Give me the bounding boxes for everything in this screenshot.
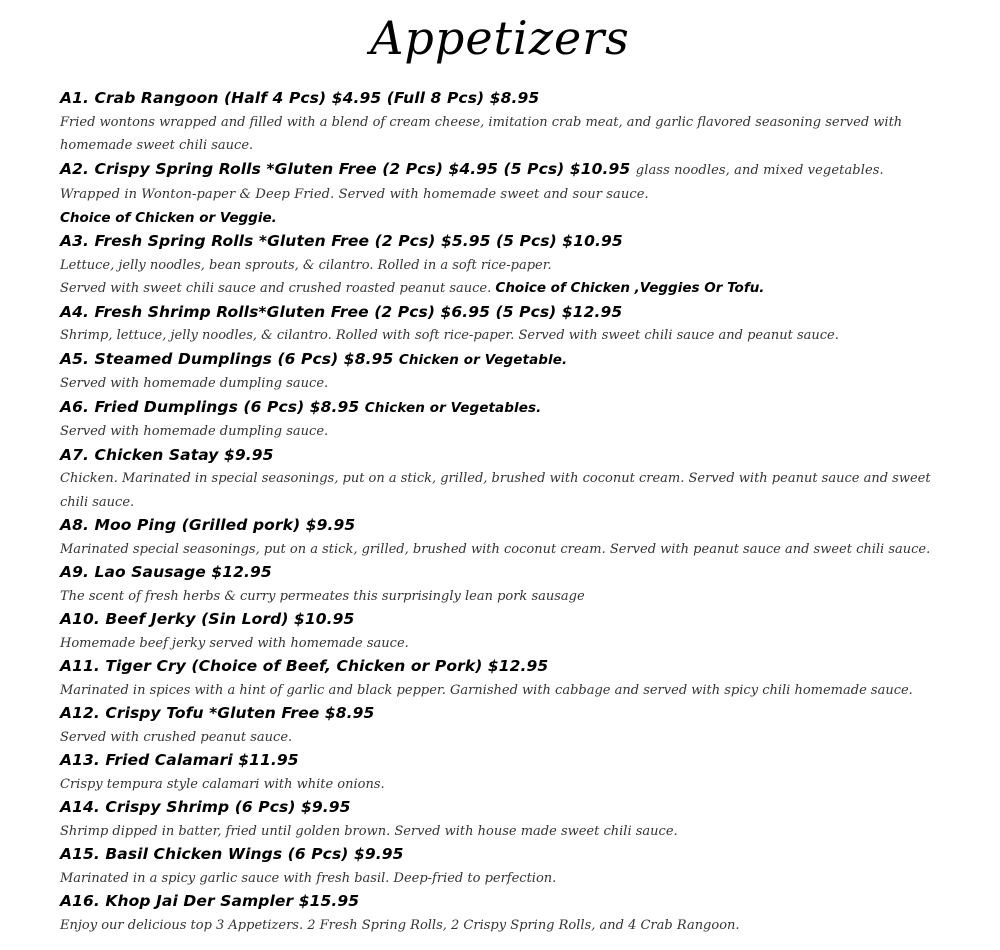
menu-item — [60, 561, 945, 608]
item-heading: A13. Fried Calamari $11.95 — [60, 751, 299, 769]
item-description: Marinated special seasonings, put on a stick, grilled, brushed with coconut cream. Served with peanut sauce and sweet chili sauce. — [60, 541, 931, 557]
item-choice: Choice of Chicken ,Veggies Or Tofu. — [495, 280, 765, 296]
menu-item — [60, 230, 945, 301]
appetizer-menu — [60, 87, 945, 937]
item-description: Enjoy our delicious top 3 Appetizers. 2 Fresh Spring Rolls, 2 Crispy Spring Rolls, and 4 Crab Rangoon. — [60, 917, 740, 933]
item-description: Lettuce, jelly noodles, bean sprouts, & cilantro. Rolled in a soft rice-paper. — [60, 257, 552, 273]
item-description: Served with crushed peanut sauce. — [60, 729, 293, 745]
item-description: Served with homemade dumpling sauce. — [60, 424, 329, 439]
menu-item — [60, 749, 945, 796]
item-description: glass noodles, and mixed vegetables. Wrapped in Wonton-paper & Deep Fried. Served with homemade sweet and sour sauce. — [60, 162, 884, 202]
item-choice: Chicken or Vegetables. — [364, 399, 542, 416]
item-choice: Chicken or Vegetable. — [398, 351, 568, 368]
menu-item — [60, 655, 945, 702]
item-description: Marinated in a spicy garlic sauce with fresh basil. Deep-fried to perfection. — [60, 870, 557, 886]
item-choice: Choice of Chicken or Veggie. — [60, 209, 277, 226]
item-description: The scent of fresh herbs & curry permeates this surprisingly lean pork sausage — [60, 588, 585, 604]
item-heading: A10. Beef Jerky (Sin Lord) $10.95 — [60, 610, 355, 628]
item-heading: A7. Chicken Satay $9.95 — [60, 445, 274, 464]
menu-item — [60, 890, 945, 937]
item-heading: A11. Tiger Cry (Choice of Beef, Chicken or Pork) $12.95 — [60, 657, 549, 675]
item-heading: A12. Crispy Tofu *Gluten Free $8.95 — [60, 704, 375, 722]
menu-item — [60, 514, 945, 561]
item-heading: A16. Khop Jai Der Sampler $15.95 — [60, 892, 360, 910]
item-heading: A6. Fried Dumplings (6 Pcs) $8.95 — [60, 397, 360, 416]
page-title: Appetizers — [370, 11, 630, 65]
item-heading: A3. Fresh Spring Rolls *Gluten Free (2 Pcs) $5.95 (5 Pcs) $10.95 — [60, 232, 623, 250]
menu-item — [60, 158, 945, 231]
item-heading: A8. Moo Ping (Grilled pork) $9.95 — [60, 516, 356, 534]
item-heading-line — [60, 348, 945, 373]
item-description: Crispy tempura style calamari with white onions. — [60, 776, 385, 792]
item-heading: A4. Fresh Shrimp Rolls*Gluten Free (2 Pcs) $6.95 (5 Pcs) $12.95 — [60, 302, 623, 321]
item-heading-line — [60, 158, 945, 207]
item-heading: A2. Crispy Spring Rolls *Gluten Free (2 Pcs) $4.95 (5 Pcs) $10.95 — [60, 159, 631, 178]
item-heading: A1. Crab Rangoon (Half 4 Pcs) $4.95 (Full 8 Pcs) $8.95 — [60, 89, 540, 107]
item-heading: A5. Steamed Dumplings (6 Pcs) $8.95 — [60, 349, 394, 368]
item-description: Shrimp dipped in batter, fried until golden brown. Served with house made sweet chili sauce. — [60, 823, 678, 839]
item-description: Served with homemade dumpling sauce. — [60, 376, 329, 391]
item-description: Homemade beef jerky served with homemade sauce. — [60, 635, 409, 651]
menu-item — [60, 444, 945, 515]
item-description: Shrimp, lettuce, jelly noodles, & cilantro. Rolled with soft rice-paper. Served with sweet chili sauce and peanut sauce. — [60, 328, 839, 343]
item-heading: A9. Lao Sausage $12.95 — [60, 563, 272, 581]
menu-item — [60, 796, 945, 843]
item-heading-line — [60, 396, 945, 421]
menu-item — [60, 396, 945, 444]
menu-item — [60, 702, 945, 749]
menu-item — [60, 843, 945, 890]
item-description-line-2 — [60, 277, 945, 301]
item-description: Fried wontons wrapped and filled with a blend of cream cheese, imitation crab meat, and garlic flavored seasoning served with homemade sweet chili sauce. — [60, 114, 903, 153]
item-heading: A15. Basil Chicken Wings (6 Pcs) $9.95 — [60, 845, 404, 863]
item-heading: A14. Crispy Shrimp (6 Pcs) $9.95 — [60, 798, 351, 816]
menu-item — [60, 87, 945, 158]
item-description: Marinated in spices with a hint of garlic and black pepper. Garnished with cabbage and served with spicy chili homemade sauce. — [60, 682, 913, 698]
menu-item — [60, 301, 945, 348]
item-description: Chicken. Marinated in special seasonings, put on a stick, grilled, brushed with coconut cream. Served with peanut sauce and sweet chili sauce. — [60, 471, 931, 510]
menu-item — [60, 348, 945, 396]
item-description-2: Served with sweet chili sauce and crushed roasted peanut sauce. — [60, 281, 492, 296]
menu-item — [60, 608, 945, 655]
